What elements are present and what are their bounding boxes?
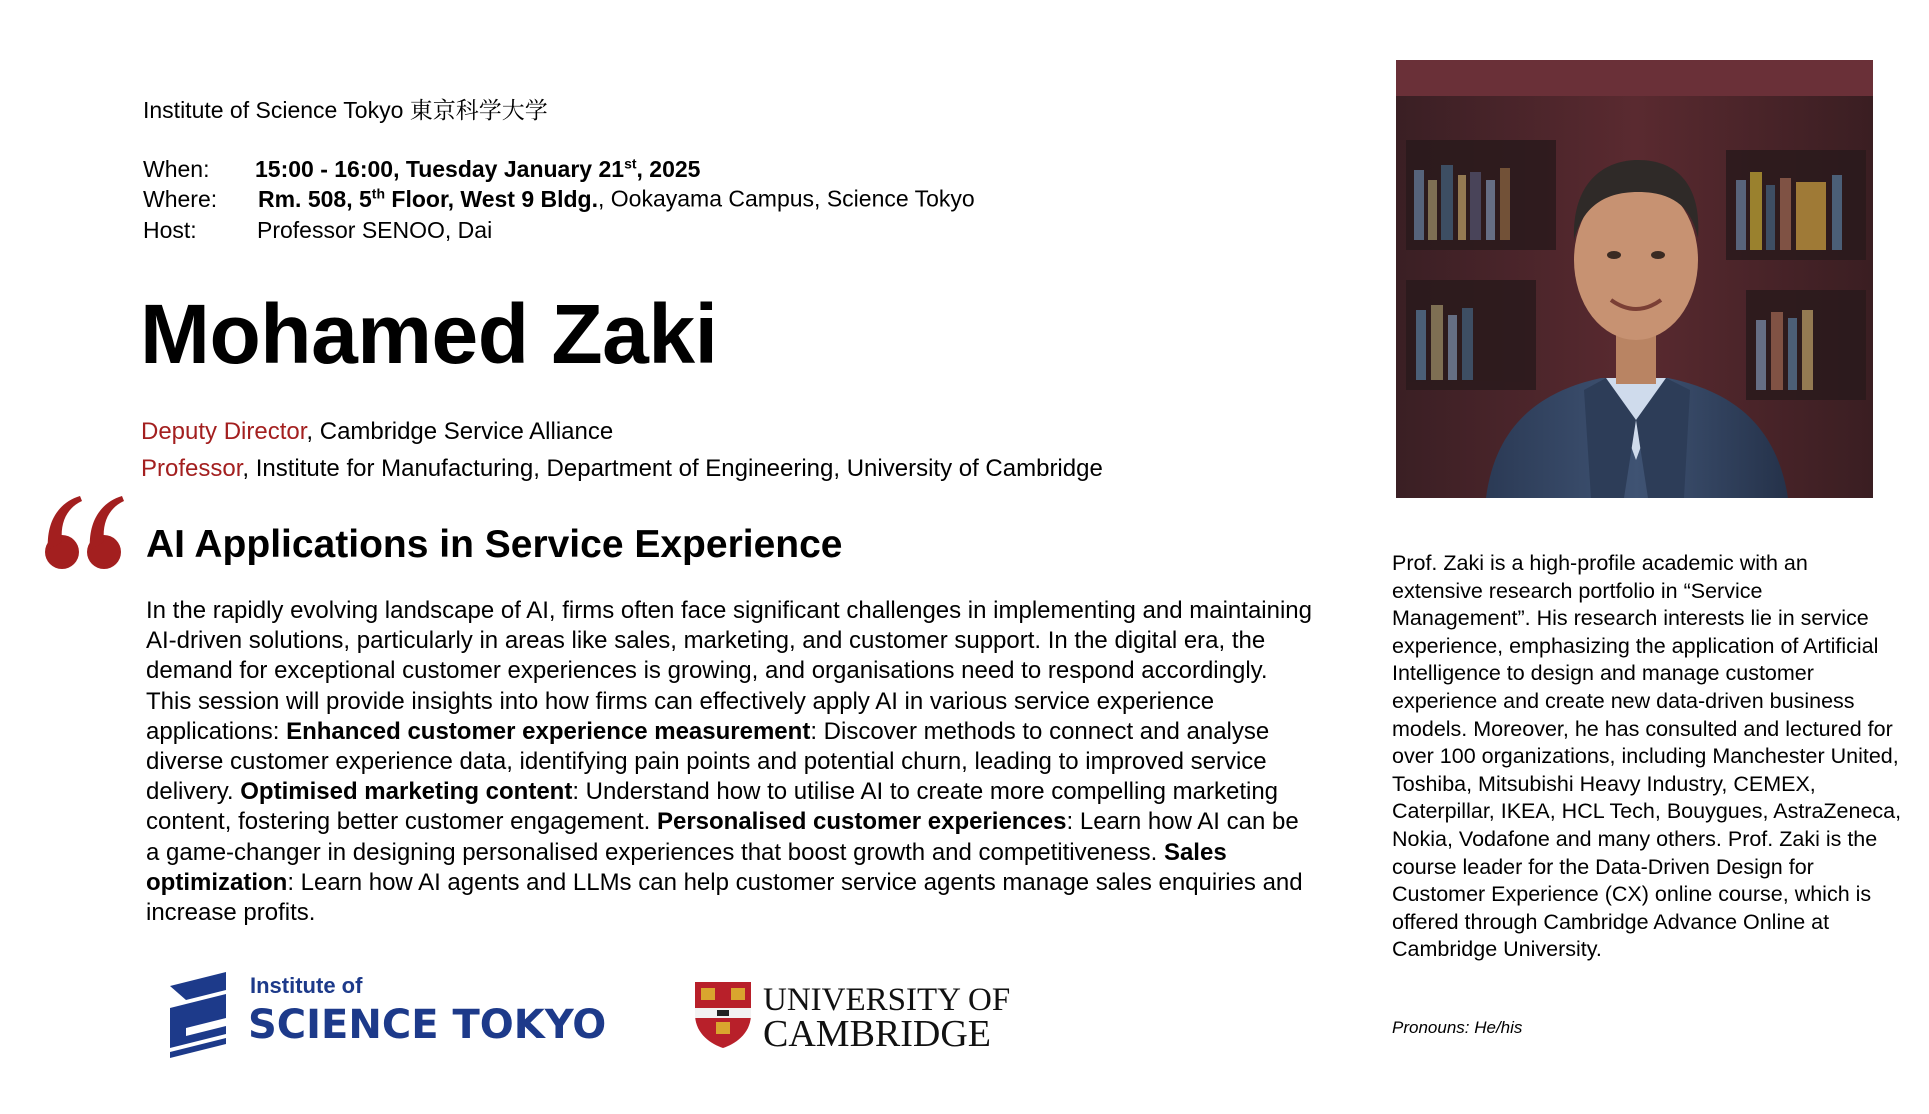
abstract-intro: In the rapidly evolving landscape of AI, firms often face significant challenges in implementing and maintaining AI-driven solutions, particularly in areas like sales, marketing, and customer support. In the digital era, the demand for exceptional customer experiences is growing, and organisations need to respond accordingly. This session will provide insights into how firms can effectively apply AI in various service experience applications: bbox=[146, 597, 1313, 745]
where-campus: , Ookayama Campus, Science Tokyo bbox=[598, 185, 975, 212]
tokyo-logo-small-text: Institute of bbox=[250, 973, 363, 998]
speaker-role-deputy bbox=[141, 418, 613, 446]
cambridge-logo-line2: CAMBRIDGE bbox=[763, 1013, 992, 1055]
host-label: Host: bbox=[143, 217, 197, 243]
event-when-row bbox=[143, 155, 700, 183]
event-where-row bbox=[143, 185, 975, 213]
abstract-highlight: Enhanced customer experience measurement bbox=[286, 717, 811, 745]
quote-mark-icon bbox=[40, 490, 130, 580]
when-date-suffix: st bbox=[624, 155, 637, 171]
event-host-row bbox=[143, 217, 492, 244]
science-tokyo-emblem-icon bbox=[170, 972, 226, 1058]
science-tokyo-logo bbox=[168, 968, 607, 1060]
speaker-pronouns: Pronouns: He/his bbox=[1392, 1018, 1523, 1037]
abstract-text: : Understand how to utilise AI to create more compelling marketing content, fostering better customer engagement. bbox=[146, 778, 1279, 836]
cambridge-shield-icon bbox=[695, 982, 751, 1048]
speaker-bio: Prof. Zaki is a high-profile academic with an extensive research portfolio in “Service Management”. His research interests lie in service experience, emphasizing the application of Artificial Intelligence to design and manage customer experience and create new data-driven business models. Moreover, he has consulted and lectured for over 100 organizations, including Manchester United, Toshiba, Mitsubishi Heavy Industry, CEMEX, Caterpillar, IKEA, HCL Tech, Bouygues, AstraZeneca, Nokia, Vodafone and many others. Prof. Zaki is the course leader for the Data-Driven Design for Customer Experience (CX) online course, which is offered through Cambridge Advance Online at Cambridge University. bbox=[1392, 551, 1902, 962]
role-org: , Institute for Manufacturing, Department of Engineering, University of Cambridge bbox=[242, 455, 1103, 482]
institute-heading: Institute of Science Tokyo 東京科学大学 bbox=[143, 97, 548, 123]
where-label: Where: bbox=[143, 185, 218, 212]
when-label: When: bbox=[143, 155, 210, 182]
abstract-highlight: Optimised marketing content bbox=[240, 778, 573, 806]
role-title: Professor bbox=[141, 455, 243, 482]
speaker-photo bbox=[1396, 60, 1873, 498]
abstract-text: : Learn how AI agents and LLMs can help customer service agents manage sales enquiries and increase profits. bbox=[146, 868, 1303, 927]
role-title: Deputy Director bbox=[141, 418, 307, 445]
where-floor: Floor, West 9 Bldg. bbox=[385, 185, 599, 212]
cambridge-logo bbox=[695, 978, 1035, 1055]
abstract-text: : Discover methods to connect and analyse diverse customer experience data, identifying pain points and potential churn, leading to improved service delivery. bbox=[146, 717, 1270, 806]
where-room: Rm. 508, 5 bbox=[258, 185, 372, 212]
speaker-role-professor bbox=[141, 455, 1103, 483]
when-year: , 2025 bbox=[636, 155, 701, 182]
talk-title: AI Applications in Service Experience bbox=[146, 523, 843, 566]
abstract-highlight: Sales optimization bbox=[146, 838, 1227, 896]
talk-abstract bbox=[146, 596, 1316, 928]
abstract-text: : Learn how AI can be a game-changer in designing personalised experiences that boost growth and competitiveness. bbox=[146, 808, 1299, 866]
tokyo-logo-big-text: SCIENCE TOKYO bbox=[248, 1002, 607, 1048]
speaker-name: Mohamed Zaki bbox=[140, 287, 718, 381]
cambridge-logo-line1: UNIVERSITY OF bbox=[763, 982, 1011, 1018]
abstract-highlight: Personalised customer experiences bbox=[656, 808, 1067, 836]
host-value: Professor SENOO, Dai bbox=[257, 217, 493, 243]
when-time: 15:00 - 16:00, Tuesday January 21 bbox=[255, 155, 625, 182]
where-floor-suffix: th bbox=[371, 185, 386, 201]
role-org: , Cambridge Service Alliance bbox=[306, 418, 614, 445]
